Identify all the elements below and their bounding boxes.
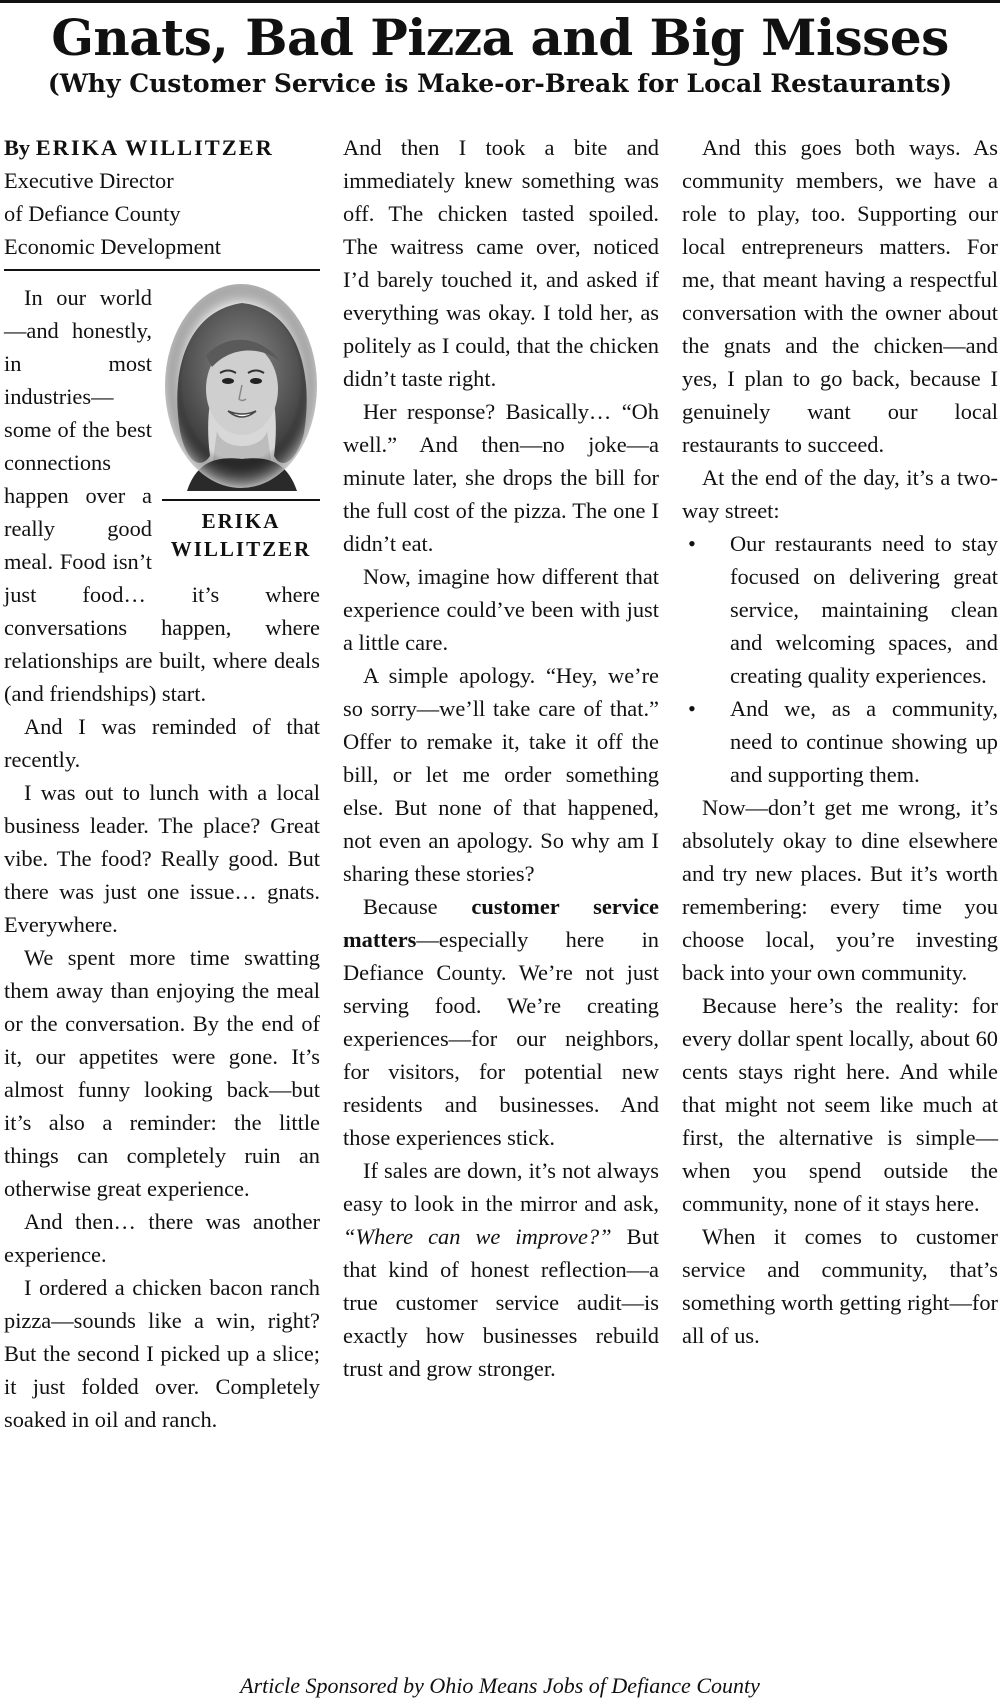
list-item <box>682 692 998 791</box>
bullet-icon: • <box>688 696 696 721</box>
column-2 <box>343 131 659 1385</box>
photo-caption-line-2: WILLITZER <box>170 537 312 561</box>
sponsor-footer: Article Sponsored by Ohio Means Jobs of Defiance County <box>240 1673 760 1698</box>
author-portrait <box>162 281 320 491</box>
paragraph <box>343 1154 659 1385</box>
headline: Gnats, Bad Pizza and Big Misses <box>51 8 949 67</box>
paragraph-text: If sales are down, it’s not always easy to look in the mirror and ask, <box>343 1158 659 1216</box>
paragraph: I ordered a chicken bacon ranch pizza—sounds like a win, right? But the second I picked up a slice; it just folded over. Completely soaked in oil and ranch. <box>4 1275 320 1432</box>
emphasis-italic: “Where can we improve?” <box>343 1224 612 1249</box>
paragraph: And I was reminded of that recently. <box>4 714 320 772</box>
photo-caption <box>162 507 320 563</box>
paragraph: And then… there was another experience. <box>4 1209 320 1267</box>
paragraph: Because here’s the reality: for every dollar spent locally, about 60 cents stays right here. And while that might not seem like much at first, the alternative is simple—when you spend outside the community, none of it stays here. <box>682 993 998 1216</box>
paragraph: Now—don’t get me wrong, it’s absolutely okay to dine elsewhere and try new places. But it’s worth remembering: every time you choose local, you’re investing back into your own community. <box>682 795 998 985</box>
paragraph-text: Because <box>363 894 472 919</box>
paragraph: And this goes both ways. As community members, we have a role to play, too. Supporting our local entrepreneurs matters. For me, that meant having a respectful conversation with the owner about the gnats and the chicken—and yes, I plan to go back, because I genuinely want our local restaurants to succeed. <box>682 135 998 457</box>
emphasis-bold: customer service matters <box>343 894 659 952</box>
byline-title-3: Economic Development <box>4 234 221 259</box>
column-1 <box>4 131 320 1436</box>
bullet-list <box>682 527 998 791</box>
paragraph-text: —especially here in Defiance County. We’re not just serving food. We’re creating experiences—for our neighbors, for visitors, for potential new residents and businesses. And those experiences stick. <box>343 927 659 1150</box>
byline-author: ERIKA WILLITZER <box>35 135 274 160</box>
list-item-text: Our restaurants need to stay focused on delivering great service, maintaining clean and welcoming spaces, and creating quality experiences. <box>730 531 998 688</box>
paragraph: Her response? Basically… “Oh well.” And then—no joke—a minute later, she drops the bill for the full cost of the pizza. The one I didn’t eat. <box>343 399 659 556</box>
paragraph: We spent more time swatting them away than enjoying the meal or the conversation. By the end of it, our appetites were gone. It’s almost funny looking back—but it’s also a reminder: the little things can completely ruin an otherwise great experience. <box>4 945 320 1201</box>
paragraph: Now, imagine how different that experience could’ve been with just a little care. <box>343 564 659 655</box>
byline-by: By <box>4 135 31 160</box>
bullet-icon: • <box>688 531 696 556</box>
photo-caption-line-1: ERIKA <box>201 509 281 533</box>
byline-divider <box>4 269 320 271</box>
list-item <box>682 527 998 692</box>
paragraph <box>343 890 659 1154</box>
photo-divider <box>162 499 320 501</box>
paragraph: In our world—and honestly, in most industries—some of the best connections happen over a really good meal. Food isn’t just food… it’s where conversations happen, where relationships are built, where deals (and friendships) start. <box>4 285 320 706</box>
paragraph: At the end of the day, it’s a two-way street: <box>682 465 998 523</box>
top-rule <box>0 0 1000 3</box>
byline <box>4 131 320 263</box>
subheadline: (Why Customer Service is Make-or-Break for Local Restaurants) <box>47 69 953 98</box>
paragraph: And then I took a bite and immediately knew something was off. The chicken tasted spoiled. The waitress came over, noticed I’d barely touched it, and asked if everything was okay. I told her, as politely as I could, that the chicken didn’t taste right. <box>343 135 659 391</box>
byline-title-2: of Defiance County <box>4 201 181 226</box>
paragraph-text: But that kind of honest reflection—a true customer service audit—is exactly how businesses rebuild trust and grow stronger. <box>343 1224 659 1381</box>
paragraph: A simple apology. “Hey, we’re so sorry—we’ll take care of that.” Offer to remake it, take it off the bill, or let me order something else. But none of that happened, not even an apology. So why am I sharing these stories? <box>343 663 659 886</box>
author-photo-box <box>162 281 320 563</box>
column-3 <box>682 131 998 1352</box>
paragraph: When it comes to customer service and community, that’s something worth getting right—for all of us. <box>682 1224 998 1348</box>
list-item-text: And we, as a community, need to continue showing up and supporting them. <box>730 696 998 787</box>
paragraph: I was out to lunch with a local business leader. The place? Great vibe. The food? Really good. But there was just one issue… gnats. Everywhere. <box>4 780 320 937</box>
byline-title-1: Executive Director <box>4 168 174 193</box>
